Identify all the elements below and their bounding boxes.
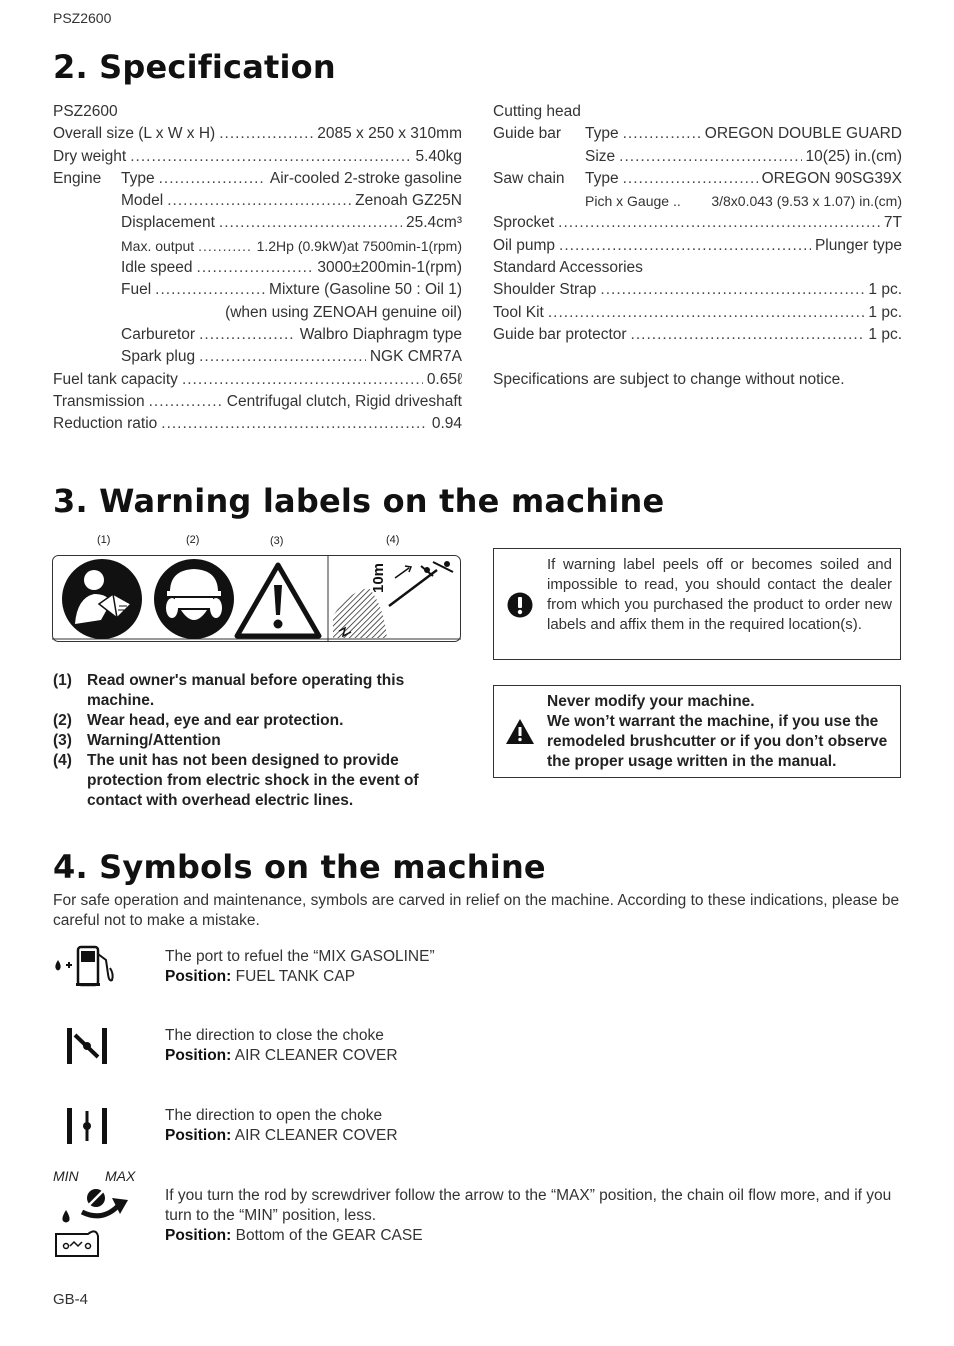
spec-left-column	[53, 101, 462, 435]
spec-carburetor: Carburetor ..... Walbro Diaphragm type	[53, 324, 462, 346]
label-caption: (4)	[386, 534, 400, 546]
spec-accessories-title: Standard Accessories	[493, 259, 643, 277]
modify-warning-text: Never modify your machine. We won’t warrant the machine, if you use the remodeled brushcutter or if you don’t observe the proper usage written in the manual.	[547, 693, 888, 770]
spec-engine-type: Engine Type ..... Air-cooled 2-stroke gasoline	[53, 168, 462, 190]
warning-label-item: (3) Warning/Attention	[53, 732, 221, 749]
spec-guide-bar-size: Size ..... 10(25) in.(cm)	[493, 146, 902, 168]
spec-right-column	[493, 101, 902, 391]
spec-fuel: Fuel ..... Mixture (Gasoline 50 : Oil 1)	[53, 279, 462, 301]
spec-fuel-tank: Fuel tank capacity ..... 0.65ℓ	[53, 369, 462, 391]
relabel-notice-box	[493, 548, 901, 660]
spec-max-output: Max. output ..... 1.2Hp (0.9kW)at 7500min-1(rpm)	[53, 235, 462, 257]
oil-flow-icon	[52, 1186, 136, 1260]
spec-model: PSZ2600	[53, 103, 118, 120]
overhead-lines-icon	[329, 556, 460, 639]
warning-triangle-icon	[505, 718, 535, 745]
spec-accessory: Shoulder Strap ..... 1 pc.	[493, 279, 902, 301]
modify-warning-box	[493, 685, 901, 778]
label-caption: (2)	[186, 534, 200, 546]
symbols-intro: For safe operation and maintenance, symbols are carved in relief on the machine. According to these indications, please be careful not to make a mistake.	[53, 892, 900, 929]
warning-triangle-icon	[234, 561, 322, 639]
spec-overall-size: Overall size (L x W x H) ..... 2085 x 250 x 310mm	[53, 123, 462, 145]
warning-heading: 3. Warning labels on the machine	[53, 482, 665, 520]
spec-dry-weight: Dry weight ..... 5.40kg	[53, 146, 462, 168]
spec-notice: Specifications are subject to change without notice.	[493, 370, 845, 388]
spec-accessory: Guide bar protector ..... 1 pc.	[493, 324, 902, 346]
spec-fuel-note: (when using ZENOAH genuine oil)	[225, 303, 462, 321]
warning-label-list	[53, 671, 463, 811]
symbol-oil-flow-text: If you turn the rod by screwdriver follow the arrow to the “MAX” position, the chain oil flow more, and if you turn to the “MIN” position, less. Position: Bottom of the GEAR CASE	[165, 1187, 892, 1244]
min-label: MIN	[53, 1168, 79, 1184]
spec-spark-plug: Spark plug ..... NGK CMR7A	[53, 346, 462, 368]
warning-label-item: (1) Read owner's manual before operating this machine.	[53, 672, 405, 709]
spec-accessory: Tool Kit ..... 1 pc.	[493, 302, 902, 324]
spec-reduction-ratio: Reduction ratio ..... 0.94	[53, 413, 462, 435]
label-caption: (1)	[97, 534, 111, 546]
warning-label-item: (2) Wear head, eye and ear protection.	[53, 712, 344, 729]
spec-saw-chain-pitch: Pich x Gauge .. 3/8x0.043 (9.53 x 1.07) in.(cm)	[585, 193, 902, 210]
max-label: MAX	[105, 1168, 136, 1184]
spec-displacement: Displacement ..... 25.4cm³	[53, 212, 462, 234]
warning-label-strip	[52, 555, 461, 642]
page-number: GB-4	[53, 1291, 89, 1308]
spec-heading: 2. Specification	[53, 48, 336, 86]
label-caption: (3)	[270, 535, 284, 547]
symbols-heading: 4. Symbols on the machine	[53, 848, 546, 886]
spec-engine-model: Model ..... Zenoah GZ25N	[53, 190, 462, 212]
exclamation-icon	[507, 592, 533, 618]
fuel-mix-icon	[52, 944, 116, 988]
symbol-choke-close-text: The direction to close the choke Position: AIR CLEANER COVER	[165, 1027, 398, 1064]
choke-open-icon	[66, 1105, 110, 1147]
spec-guide-bar-type: Guide bar Type ..... OREGON DOUBLE GUARD	[493, 123, 902, 145]
choke-close-icon	[66, 1025, 110, 1067]
label-distance: 10m	[370, 562, 387, 593]
spec-transmission: Transmission ..... Centrifugal clutch, Rigid driveshaft	[53, 391, 462, 413]
read-manual-icon	[61, 558, 143, 640]
relabel-notice-text: If warning label peels off or becomes soiled and impossible to read, you should contact the dealer from which you purchased the product to order new labels and affix them in the required location(s).	[547, 556, 892, 633]
spec-oil-pump: Oil pump ..... Plunger type	[493, 235, 902, 257]
warning-label-item: (4) The unit has not been designed to provide protection from electric shock in the event of contact with overhead electric lines.	[53, 752, 419, 809]
head-protection-icon	[153, 558, 235, 640]
spec-cutting-head: Cutting head	[493, 103, 581, 120]
spec-sprocket: Sprocket ..... 7T	[493, 212, 902, 234]
spec-saw-chain-type: Saw chain Type ..... OREGON 90SG39X	[493, 168, 902, 190]
symbol-refuel-text: The port to refuel the “MIX GASOLINE” Position: FUEL TANK CAP	[165, 948, 435, 985]
symbol-choke-open-text: The direction to open the choke Position: AIR CLEANER COVER	[165, 1107, 398, 1144]
spec-idle-speed: Idle speed ..... 3000±200min-1(rpm)	[53, 257, 462, 279]
header-model: PSZ2600	[53, 10, 112, 26]
